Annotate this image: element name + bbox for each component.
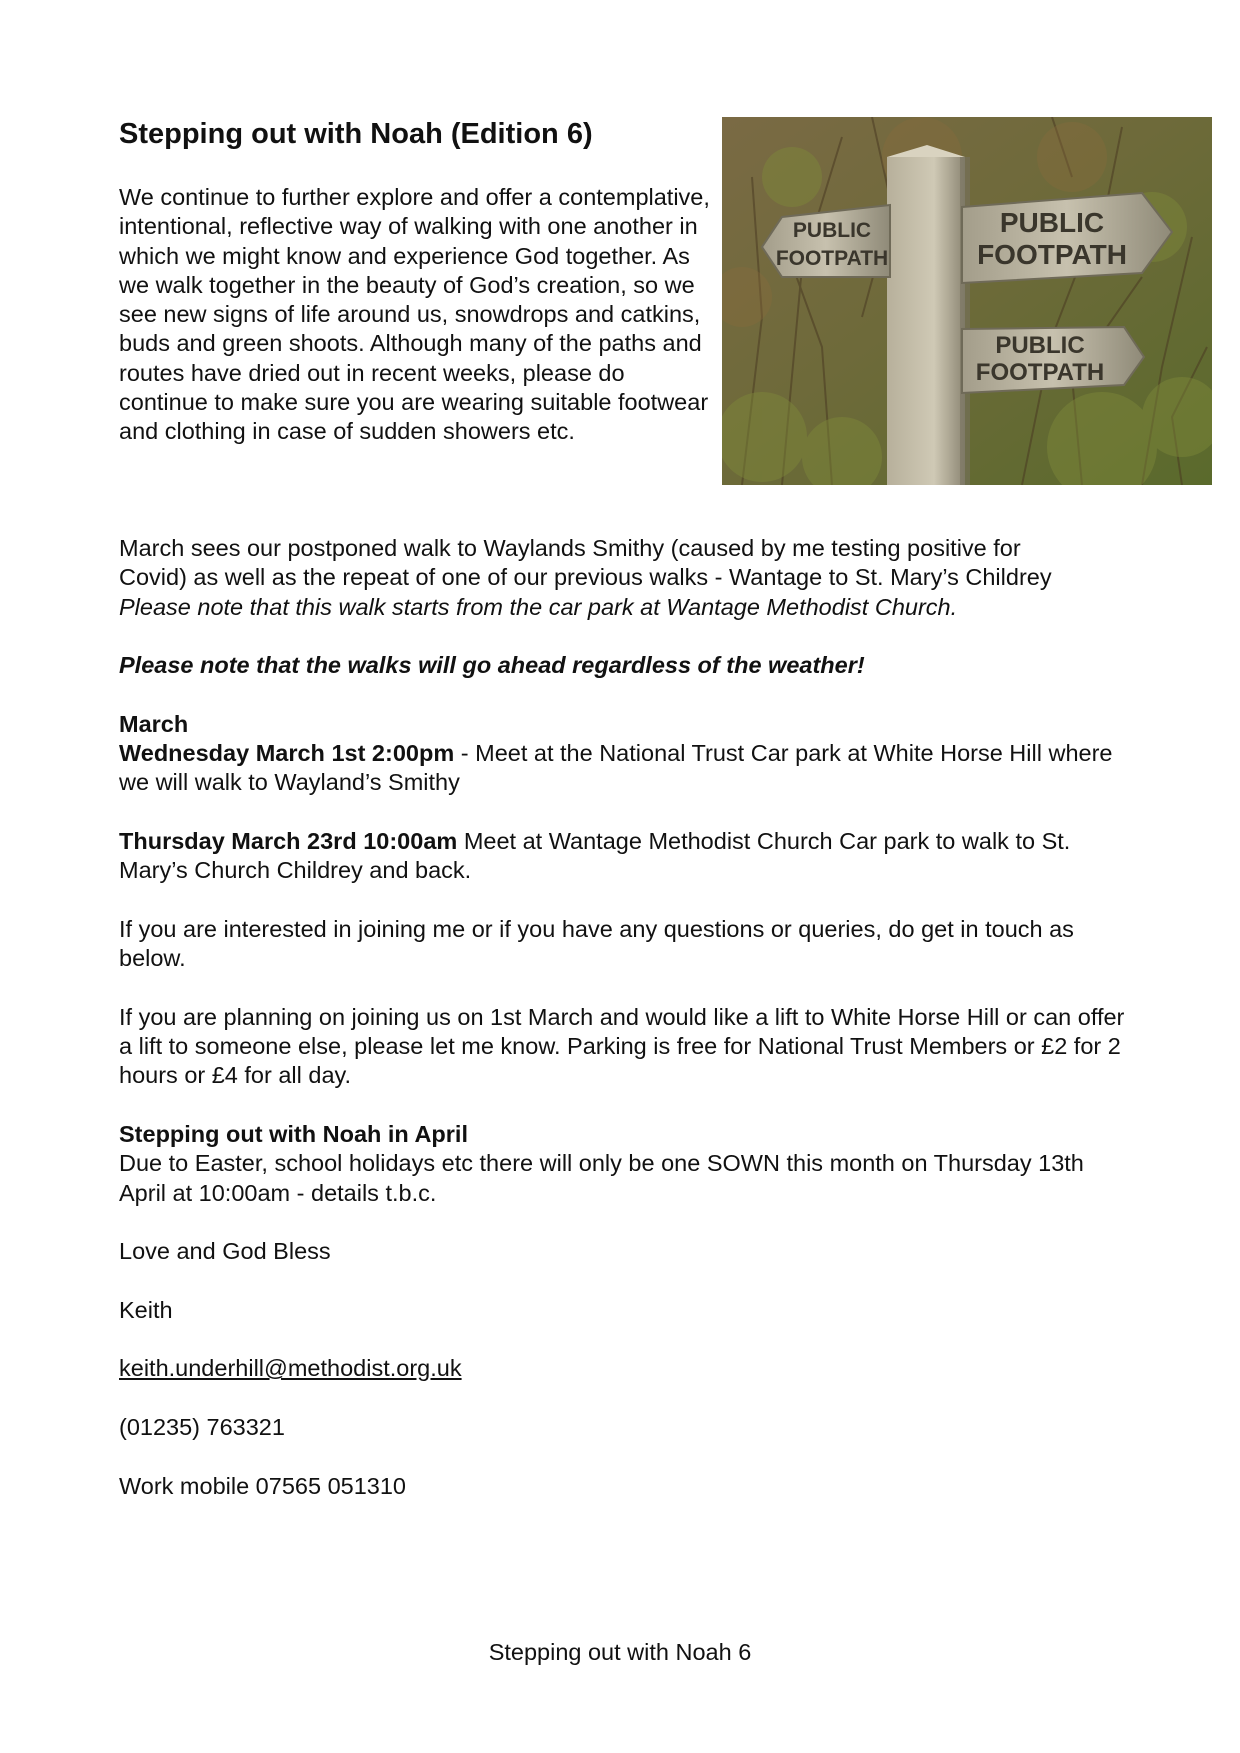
april-paragraph: Due to Easter, school holidays etc there will only be one SOWN this month on Thursday 13th April at 10:00am - details t.b.c. xyxy=(119,1150,1084,1206)
phone-number: (01235) 763321 xyxy=(119,1413,285,1440)
sign-lower-right-line2: FOOTPATH xyxy=(975,359,1105,386)
signoff: Love and God Bless xyxy=(119,1238,331,1265)
march-walk-1: Wednesday March 1st 2:00pm - Meet at the National Trust Car park at White Horse Hill where we will walk to Wayland’s Smithy xyxy=(119,740,1113,796)
page-title: Stepping out with Noah (Edition 6) xyxy=(119,118,593,150)
interest-paragraph: If you are interested in joining me or if you have any questions or queries, do get in touch as below. xyxy=(119,915,1074,972)
lift-paragraph: If you are planning on joining us on 1st March and would like a lift to White Horse Hill or can offer a lift to someone else, please let me know. Parking is free for National Trust Members or £2 for 2 hours or £4 for all day. xyxy=(119,1003,1125,1089)
march-walk-2: Thursday March 23rd 10:00am Meet at Wantage Methodist Church Car park to walk to St. Mary’s Church Childrey and back. xyxy=(119,827,1071,884)
sign-upper-left-line2: FOOTPATH xyxy=(775,247,889,270)
march-intro-line1: March sees our postponed walk to Waylands Smithy (caused by me testing positive for xyxy=(119,535,1021,561)
sign-lower-right-line1: PUBLIC xyxy=(995,332,1085,359)
march-intro-line2: Covid) as well as the repeat of one of our previous walks - Wantage to St. Mary’s Childrey xyxy=(119,564,1052,591)
work-mobile: Work mobile 07565 051310 xyxy=(119,1472,406,1499)
sign-upper-right-line1: PUBLIC xyxy=(999,207,1105,238)
sign-upper-left-line1: PUBLIC xyxy=(792,219,872,242)
signature-name: Keith xyxy=(119,1296,173,1323)
intro-paragraph: We continue to further explore and offer a contemplative, intentional, reflective way of walking with one another in which we might know and experience God together. As we walk together in the beauty of God’s creation, so we see new signs of life around us, snowdrops and catkins, buds and green shoots. Although many of the paths and routes have dried out in recent weeks, please do continue to make sure you are wearing suitable footwear and clothing in case of sudden showers etc. xyxy=(119,184,710,445)
email-line xyxy=(119,1354,1129,1383)
march-intro-note: Please note that this walk starts from the car park at Wantage Methodist Church. xyxy=(119,593,958,620)
page-footer: Stepping out with Noah 6 xyxy=(488,1639,752,1665)
weather-note: Please note that the walks will go ahead regardless of the weather! xyxy=(119,652,865,679)
email-link[interactable]: keith.underhill@methodist.org.uk xyxy=(119,1355,462,1382)
main-content xyxy=(119,534,1129,1530)
sign-upper-right-line2: FOOTPATH xyxy=(977,239,1127,270)
april-heading: Stepping out with Noah in April xyxy=(119,1120,468,1147)
march-heading: March xyxy=(119,710,189,737)
footpath-signpost-photo xyxy=(722,117,1212,485)
